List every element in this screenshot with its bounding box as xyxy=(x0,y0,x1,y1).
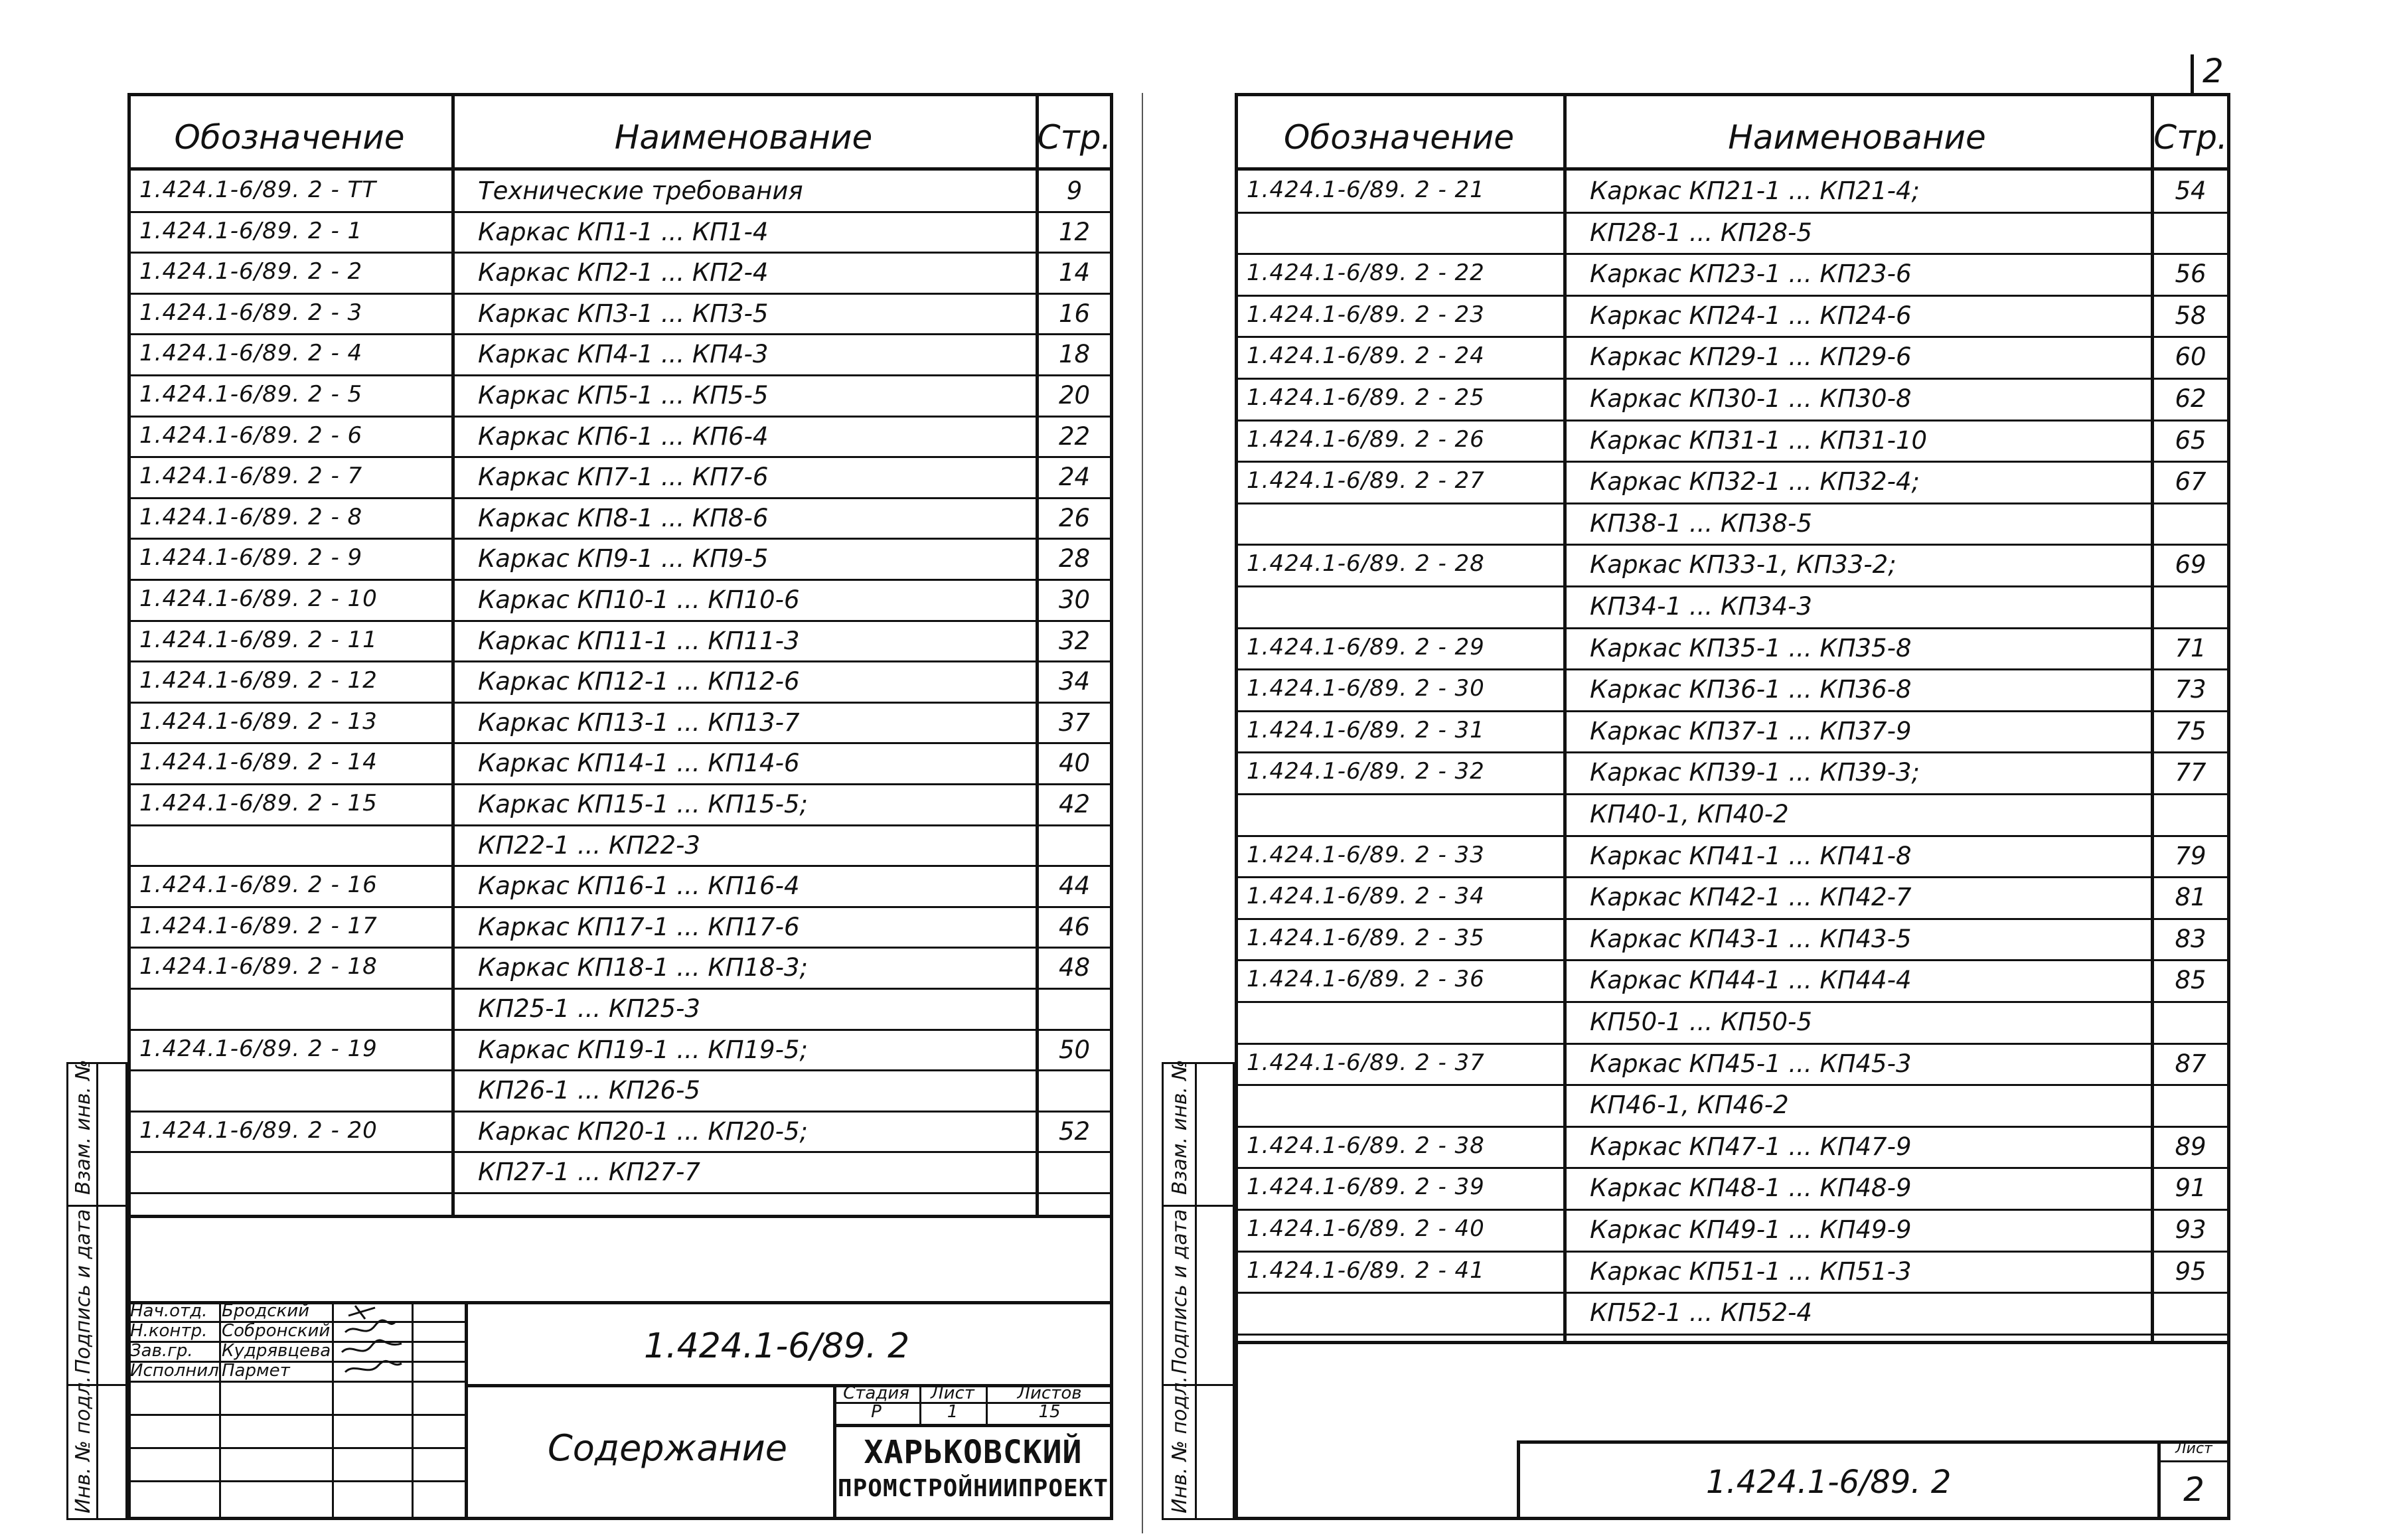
side-label-replaced-inv: Взам. инв. № xyxy=(72,1059,95,1195)
row-name: Каркас КП12-1 ... КП12-6 xyxy=(478,667,800,696)
row-name: Каркас КП20-1 ... КП20-5; xyxy=(478,1116,808,1146)
row-designation: 1.424.1-6/89. 2 - 11 xyxy=(139,626,378,653)
row-page: 52 xyxy=(1058,1116,1091,1146)
row-designation: 1.424.1-6/89. 2 - 21 xyxy=(1247,177,1485,203)
row-name: Каркас КП5-1 ... КП5-5 xyxy=(478,381,769,410)
right-stamp-document-code: 1.424.1-6/89. 2 xyxy=(1706,1464,1952,1501)
row-name: Каркас КП39-1 ... КП39-3; xyxy=(1590,758,1920,787)
row-name: Каркас КП24-1 ... КП24-6 xyxy=(1590,301,1912,330)
row-page: 16 xyxy=(1058,299,1091,328)
row-designation: 1.424.1-6/89. 2 - 33 xyxy=(1247,841,1485,868)
row-name: КП52-1 ... КП52-4 xyxy=(1590,1298,1812,1328)
row-page: 79 xyxy=(2175,841,2206,870)
row-name: Каркас КП19-1 ... КП19-5; xyxy=(478,1035,808,1064)
row-page: 85 xyxy=(2175,966,2206,995)
row-name: Каркас КП32-1 ... КП32-4; xyxy=(1590,467,1920,497)
row-name: КП38-1 ... КП38-5 xyxy=(1590,508,1812,538)
row-page: 83 xyxy=(2175,924,2206,953)
row-page: 58 xyxy=(2175,301,2206,330)
row-designation: 1.424.1-6/89. 2 - 25 xyxy=(1247,384,1485,411)
row-name: КП34-1 ... КП34-3 xyxy=(1590,592,1812,621)
row-name: Каркас КП44-1 ... КП44-4 xyxy=(1590,966,1912,995)
row-page: 89 xyxy=(2175,1132,2206,1161)
row-name: Каркас КП49-1 ... КП49-9 xyxy=(1590,1215,1912,1244)
stage-value: Р xyxy=(871,1402,882,1422)
row-name: Каркас КП1-1 ... КП1-4 xyxy=(478,217,769,246)
title-block-document-title: Содержание xyxy=(548,1427,787,1469)
row-name: Каркас КП43-1 ... КП43-5 xyxy=(1590,924,1912,953)
row-page: 18 xyxy=(1058,340,1091,369)
row-name: Каркас КП6-1 ... КП6-4 xyxy=(478,422,769,451)
row-designation: 1.424.1-6/89. 2 - 17 xyxy=(139,912,378,939)
row-page: 56 xyxy=(2175,260,2206,289)
row-designation: 1.424.1-6/89. 2 - 40 xyxy=(1247,1215,1485,1242)
row-name: Каркас КП9-1 ... КП9-5 xyxy=(478,544,769,574)
row-page: 44 xyxy=(1058,872,1091,901)
row-name: КП26-1 ... КП26-5 xyxy=(478,1076,700,1105)
row-page: 34 xyxy=(1058,667,1091,696)
row-page: 65 xyxy=(2175,425,2206,455)
row-designation: 1.424.1-6/89. 2 - 19 xyxy=(139,1035,378,1062)
row-page: 60 xyxy=(2175,343,2206,372)
row-page: 37 xyxy=(1058,708,1091,737)
row-page: 42 xyxy=(1058,790,1091,818)
row-designation: 1.424.1-6/89. 2 - 23 xyxy=(1247,301,1485,328)
row-name: Каркас КП7-1 ... КП7-6 xyxy=(478,463,769,492)
name-group-head: Кудрявцева xyxy=(222,1341,331,1361)
row-page: 62 xyxy=(2175,384,2206,413)
row-designation: 1.424.1-6/89. 2 - 32 xyxy=(1247,758,1485,785)
row-designation: 1.424.1-6/89. 2 - 10 xyxy=(139,585,378,612)
row-name: Каркас КП31-1 ... КП31-10 xyxy=(1590,425,1928,455)
row-designation: 1.424.1-6/89. 2 - 22 xyxy=(1247,260,1485,287)
role-norm-control: Н.контр. xyxy=(130,1321,208,1341)
page-number: 2 xyxy=(2203,52,2224,90)
row-name: Каркас КП17-1 ... КП17-6 xyxy=(478,912,800,941)
row-designation: 1.424.1-6/89. 2 - 7 xyxy=(139,463,363,490)
row-page: 24 xyxy=(1058,463,1091,492)
row-designation: 1.424.1-6/89. 2 - 16 xyxy=(139,872,378,899)
row-designation: 1.424.1-6/89. 2 - 9 xyxy=(139,544,363,572)
row-designation: 1.424.1-6/89. 2 - 37 xyxy=(1247,1049,1485,1076)
row-name: Каркас КП4-1 ... КП4-3 xyxy=(478,340,769,369)
row-designation: 1.424.1-6/89. 2 - 13 xyxy=(139,708,378,735)
sheets-label: Листов xyxy=(1017,1383,1082,1403)
row-name: Каркас КП18-1 ... КП18-3; xyxy=(478,953,808,982)
row-name: Каркас КП36-1 ... КП36-8 xyxy=(1590,675,1912,704)
row-page: 67 xyxy=(2175,467,2206,497)
row-name: Технические требования xyxy=(478,177,803,205)
sheets-value: 15 xyxy=(1038,1402,1061,1422)
row-page: 81 xyxy=(2175,883,2206,912)
row-designation: 1.424.1-6/89. 2 - 20 xyxy=(139,1116,378,1144)
row-name: КП22-1 ... КП22-3 xyxy=(478,830,700,860)
stage-label: Стадия xyxy=(843,1383,909,1403)
right-header-page: Стр. xyxy=(2153,118,2228,157)
row-name: Каркас КП21-1 ... КП21-4; xyxy=(1590,177,1920,205)
row-designation: 1.424.1-6/89. 2 - 31 xyxy=(1247,716,1485,743)
row-name: Каркас КП11-1 ... КП11-3 xyxy=(478,626,800,655)
row-name: Каркас КП35-1 ... КП35-8 xyxy=(1590,633,1912,662)
signatures xyxy=(335,1302,408,1382)
row-designation: 1.424.1-6/89. 2 - 2 xyxy=(139,258,363,285)
row-designation: 1.424.1-6/89. 2 - ТТ xyxy=(139,177,377,203)
title-block-document-code: 1.424.1-6/89. 2 xyxy=(644,1326,910,1366)
row-designation: 1.424.1-6/89. 2 - 18 xyxy=(139,953,378,980)
row-page: 28 xyxy=(1058,544,1091,574)
right-header-designation: Обозначение xyxy=(1284,118,1514,157)
row-designation: 1.424.1-6/89. 2 - 30 xyxy=(1247,675,1485,702)
row-designation: 1.424.1-6/89. 2 - 36 xyxy=(1247,966,1485,993)
row-name: Каркас КП29-1 ... КП29-6 xyxy=(1590,343,1912,372)
name-head-dept: Бродский xyxy=(222,1301,310,1321)
row-name: Каркас КП10-1 ... КП10-6 xyxy=(478,585,800,614)
row-name: Каркас КП48-1 ... КП48-9 xyxy=(1590,1174,1912,1203)
page-number-tick xyxy=(2191,54,2194,94)
row-page: 91 xyxy=(2175,1174,2206,1203)
row-name: Каркас КП42-1 ... КП42-7 xyxy=(1590,883,1912,912)
row-name: Каркас КП13-1 ... КП13-7 xyxy=(478,708,800,737)
row-designation: 1.424.1-6/89. 2 - 28 xyxy=(1247,550,1485,578)
row-name: Каркас КП15-1 ... КП15-5; xyxy=(478,790,808,818)
name-norm-control: Собронский xyxy=(222,1321,331,1341)
fold-line xyxy=(1142,93,1143,1533)
right-stamp-sheet-value: 2 xyxy=(2183,1470,2204,1509)
row-designation: 1.424.1-6/89. 2 - 35 xyxy=(1247,924,1485,951)
role-executor: Исполнил xyxy=(130,1361,219,1381)
row-page: 71 xyxy=(2175,633,2206,662)
sheet-label: Лист xyxy=(931,1383,974,1403)
right-side-label-inv-original: Инв. № подл. xyxy=(1168,1376,1192,1513)
row-name: КП27-1 ... КП27-7 xyxy=(478,1158,700,1187)
row-name: Каркас КП30-1 ... КП30-8 xyxy=(1590,384,1912,413)
row-designation: 1.424.1-6/89. 2 - 15 xyxy=(139,790,378,816)
row-name: КП50-1 ... КП50-5 xyxy=(1590,1008,1812,1036)
row-page: 40 xyxy=(1058,749,1091,778)
row-name: КП46-1, КП46-2 xyxy=(1590,1091,1789,1120)
row-name: Каркас КП41-1 ... КП41-8 xyxy=(1590,841,1912,870)
row-page: 46 xyxy=(1058,912,1091,941)
row-name: Каркас КП23-1 ... КП23-6 xyxy=(1590,260,1912,289)
row-page: 32 xyxy=(1058,626,1091,655)
row-page: 75 xyxy=(2175,716,2206,745)
row-page: 26 xyxy=(1058,503,1091,532)
row-name: Каркас КП51-1 ... КП51-3 xyxy=(1590,1257,1912,1286)
row-page: 50 xyxy=(1058,1035,1091,1064)
name-executor: Пармет xyxy=(222,1361,290,1381)
row-page: 93 xyxy=(2175,1215,2206,1244)
row-page: 12 xyxy=(1058,217,1091,246)
row-name: Каркас КП33-1, КП33-2; xyxy=(1590,550,1896,579)
row-page: 73 xyxy=(2175,675,2206,704)
row-name: КП25-1 ... КП25-3 xyxy=(478,994,700,1023)
row-page: 48 xyxy=(1058,953,1091,982)
right-stamp-sheet-label: Лист xyxy=(2175,1440,2212,1457)
right-header-name: Наименование xyxy=(1728,118,1986,157)
row-designation: 1.424.1-6/89. 2 - 41 xyxy=(1247,1257,1485,1284)
row-page: 30 xyxy=(1058,585,1091,614)
left-header-designation: Обозначение xyxy=(174,118,405,157)
row-designation: 1.424.1-6/89. 2 - 39 xyxy=(1247,1174,1485,1201)
row-designation: 1.424.1-6/89. 2 - 34 xyxy=(1247,883,1485,910)
role-group-head: Зав.гр. xyxy=(130,1341,193,1361)
row-page: 22 xyxy=(1058,422,1091,451)
row-page: 95 xyxy=(2175,1257,2206,1286)
row-designation: 1.424.1-6/89. 2 - 12 xyxy=(139,667,378,694)
row-page: 20 xyxy=(1058,381,1091,410)
row-name: Каркас КП8-1 ... КП8-6 xyxy=(478,503,769,532)
row-name: Каркас КП16-1 ... КП16-4 xyxy=(478,872,800,901)
row-page: 87 xyxy=(2175,1049,2206,1078)
row-designation: 1.424.1-6/89. 2 - 8 xyxy=(139,503,363,530)
sheet-value: 1 xyxy=(947,1402,959,1422)
row-page: 54 xyxy=(2175,177,2206,205)
row-designation: 1.424.1-6/89. 2 - 26 xyxy=(1247,425,1485,453)
role-head-dept: Нач.отд. xyxy=(130,1301,208,1321)
org-name-line2: ПРОМСТРОЙНИИПРОЕКТ xyxy=(837,1475,1109,1502)
row-designation: 1.424.1-6/89. 2 - 6 xyxy=(139,422,363,449)
right-side-label-replaced-inv: Взам. инв. № xyxy=(1168,1059,1192,1195)
row-name: КП28-1 ... КП28-5 xyxy=(1590,218,1812,247)
row-designation: 1.424.1-6/89. 2 - 5 xyxy=(139,381,363,408)
left-header-page: Стр. xyxy=(1037,118,1112,157)
row-name: Каркас КП3-1 ... КП3-5 xyxy=(478,299,769,328)
row-name: Каркас КП2-1 ... КП2-4 xyxy=(478,258,769,287)
row-designation: 1.424.1-6/89. 2 - 27 xyxy=(1247,467,1485,495)
row-name: Каркас КП47-1 ... КП47-9 xyxy=(1590,1132,1912,1161)
row-designation: 1.424.1-6/89. 2 - 29 xyxy=(1247,633,1485,660)
row-name: КП40-1, КП40-2 xyxy=(1590,800,1789,828)
row-designation: 1.424.1-6/89. 2 - 24 xyxy=(1247,343,1485,370)
row-page: 69 xyxy=(2175,550,2206,579)
row-page: 14 xyxy=(1058,258,1091,287)
side-label-sign-date: Подпись и дата xyxy=(72,1209,95,1374)
right-side-label-sign-date: Подпись и дата xyxy=(1168,1209,1192,1374)
row-name: Каркас КП37-1 ... КП37-9 xyxy=(1590,716,1912,745)
row-designation: 1.424.1-6/89. 2 - 1 xyxy=(139,217,363,244)
row-page: 77 xyxy=(2175,758,2206,787)
side-label-inv-original: Инв. № подл. xyxy=(72,1376,95,1513)
row-name: Каркас КП45-1 ... КП45-3 xyxy=(1590,1049,1912,1078)
row-name: Каркас КП14-1 ... КП14-6 xyxy=(478,749,800,778)
row-designation: 1.424.1-6/89. 2 - 4 xyxy=(139,340,363,367)
row-designation: 1.424.1-6/89. 2 - 38 xyxy=(1247,1132,1485,1159)
row-page: 9 xyxy=(1066,177,1083,205)
left-header-name: Наименование xyxy=(614,118,873,157)
row-designation: 1.424.1-6/89. 2 - 3 xyxy=(139,299,363,326)
org-name-line1: ХАРЬКОВСКИЙ xyxy=(864,1434,1083,1471)
row-designation: 1.424.1-6/89. 2 - 14 xyxy=(139,749,378,776)
